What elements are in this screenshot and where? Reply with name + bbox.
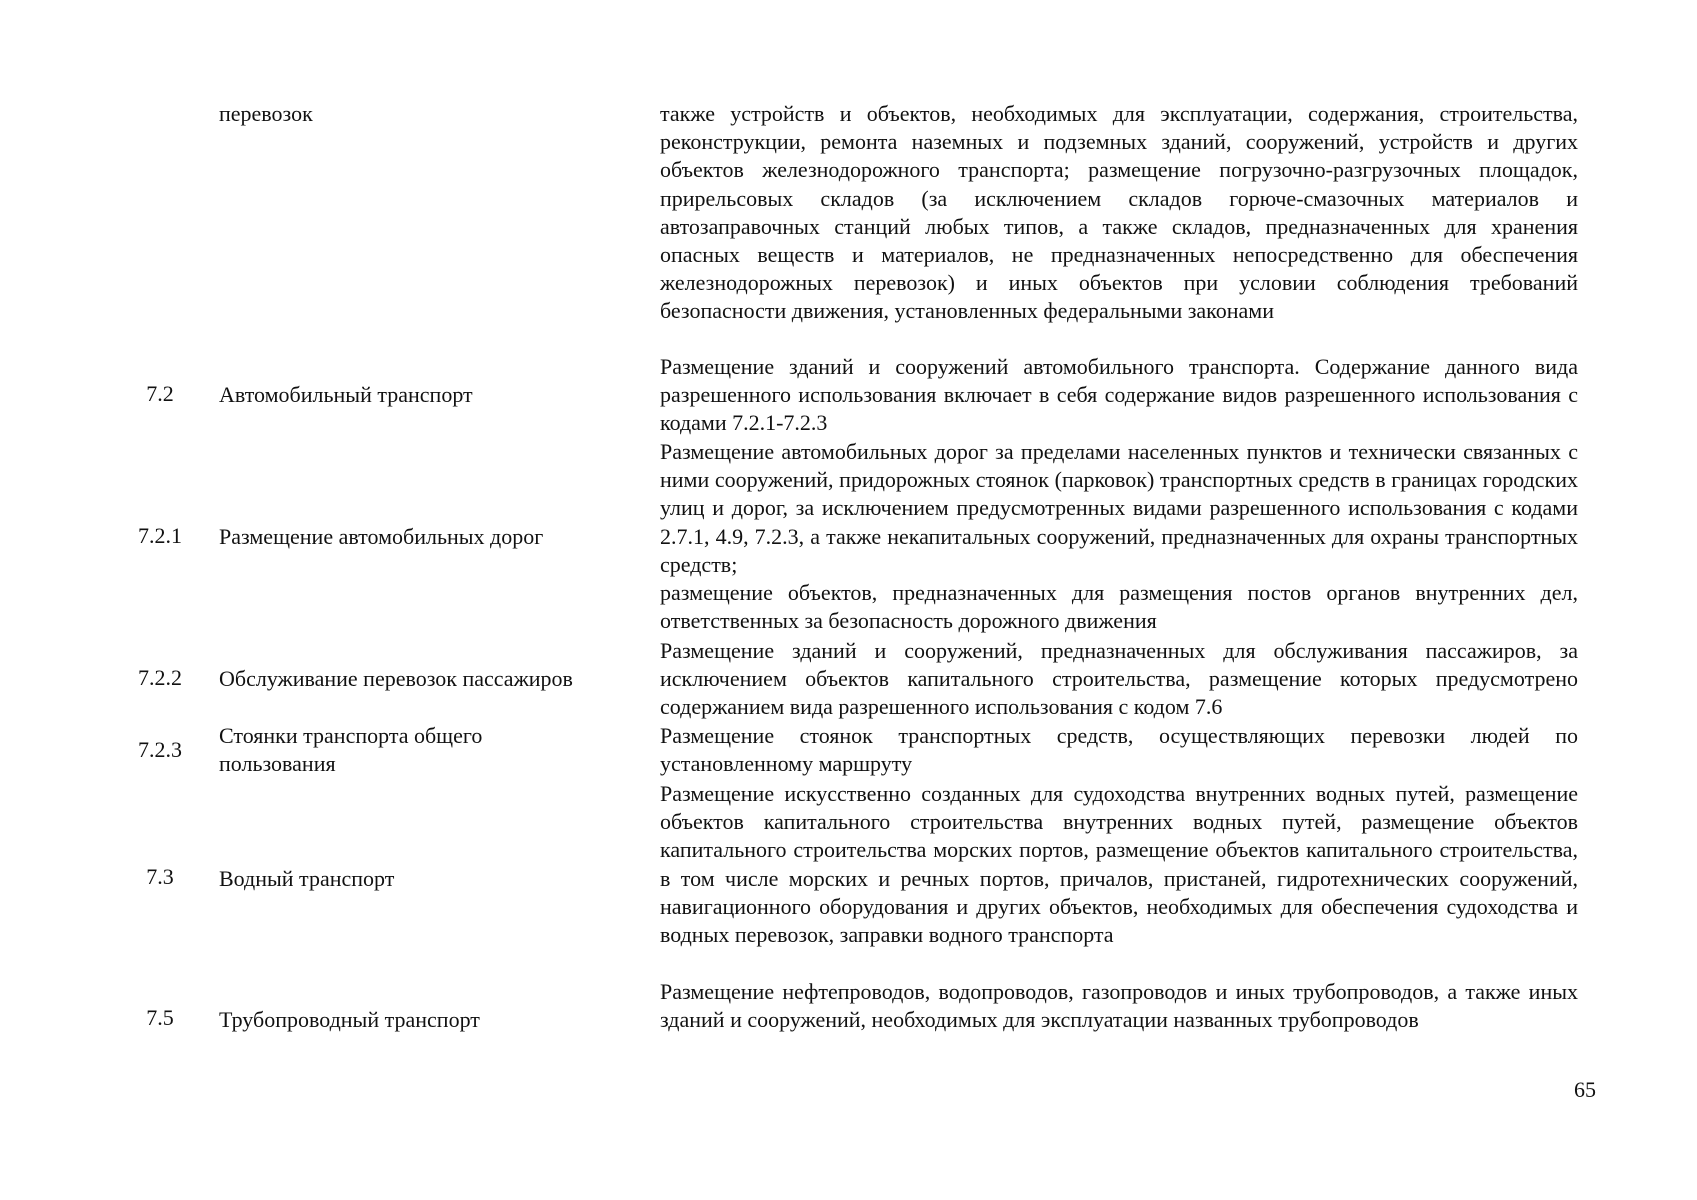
row-name: Стоянки транспорта общего пользования <box>219 723 483 777</box>
row-name: Обслуживание перевозок пассажиров <box>219 666 573 691</box>
description-paragraph: Размещение автомобильных дорог за пределами населенных пунктов и технически связанных с ними сооружений, придорожных стоянок (парковок) транспортных средств в границах городских улиц и дорог, за исключением предусмотренных видами разрешенного использования с кодами 2.7.1, 4.9, 7.2.3, а также некапитальных сооружений, предназначенных для охраны транспортных средств; <box>660 439 1578 577</box>
description-paragraph: Размещение стоянок транспортных средств, осуществляющих перевозки людей по установленному маршруту <box>660 723 1578 777</box>
row-name: Водный транспорт <box>219 866 395 891</box>
row-description <box>660 100 1578 326</box>
description-paragraph: также устройств и объектов, необходимых для эксплуатации, содержания, строительства, реконструкции, ремонта наземных и подземных зданий, сооружений, устройств и других объектов железнодорожного транспорта; размещение погрузочно-разгрузочных площадок, прирельсовых складов (за исключением складов горюче-смазочных материалов и автозаправочных станций любых типов, а также складов, предназначенных для хранения опасных веществ и материалов, не предназначенных непосредственно для обеспечения железнодорожных перевозок) и иных объектов при условии соблюдения требований безопасности движения, установленных федеральными законами <box>660 101 1578 324</box>
description-paragraph: размещение объектов, предназначенных для размещения постов органов внутренних дел, ответственных за безопасность дорожного движения <box>660 580 1578 634</box>
row-name: Трубопроводный транспорт <box>219 1007 480 1032</box>
row-name: Автомобильный транспорт <box>219 382 473 407</box>
row-description <box>660 978 1578 1034</box>
row-description <box>660 780 1578 949</box>
page-number: 65 <box>1574 1077 1596 1102</box>
description-paragraph: Размещение искусственно созданных для судоходства внутренних водных путей, размещение объектов капитального строительства внутренних водных путей, размещение объектов капитального строительства морских портов, размещение объектов капитального строительства, в том числе морских и речных портов, причалов, пристаней, гидротехнических сооружений, навигационного оборудования и других объектов, необходимых для обеспечения судоходства и водных перевозок, заправки водного транспорта <box>660 781 1578 948</box>
row-code: 7.2.3 <box>138 737 182 762</box>
description-paragraph: Размещение зданий и сооружений, предназначенных для обслуживания пассажиров, за исключением объектов капитального строительства, размещение которых предусмотрено содержанием вида разрешенного использования с кодом 7.6 <box>660 638 1578 720</box>
description-paragraph: Размещение зданий и сооружений автомобильного транспорта. Содержание данного вида разрешенного использования включает в себя содержание видов разрешенного использования с кодами 7.2.1-7.2.3 <box>660 354 1578 436</box>
row-description <box>660 722 1578 778</box>
row-code: 7.2.2 <box>138 665 182 690</box>
row-code: 7.5 <box>146 1005 174 1030</box>
row-code: 7.2.1 <box>138 523 182 548</box>
row-description <box>660 353 1578 438</box>
row-description <box>660 637 1578 722</box>
row-name: перевозок <box>219 101 313 126</box>
row-description <box>660 438 1578 635</box>
description-paragraph: Размещение нефтепроводов, водопроводов, газопроводов и иных трубопроводов, а также иных зданий и сооружений, необходимых для эксплуатации названных трубопроводов <box>660 979 1578 1033</box>
row-name: Размещение автомобильных дорог <box>219 524 544 549</box>
row-code: 7.2 <box>146 381 174 406</box>
row-code: 7.3 <box>146 864 174 889</box>
